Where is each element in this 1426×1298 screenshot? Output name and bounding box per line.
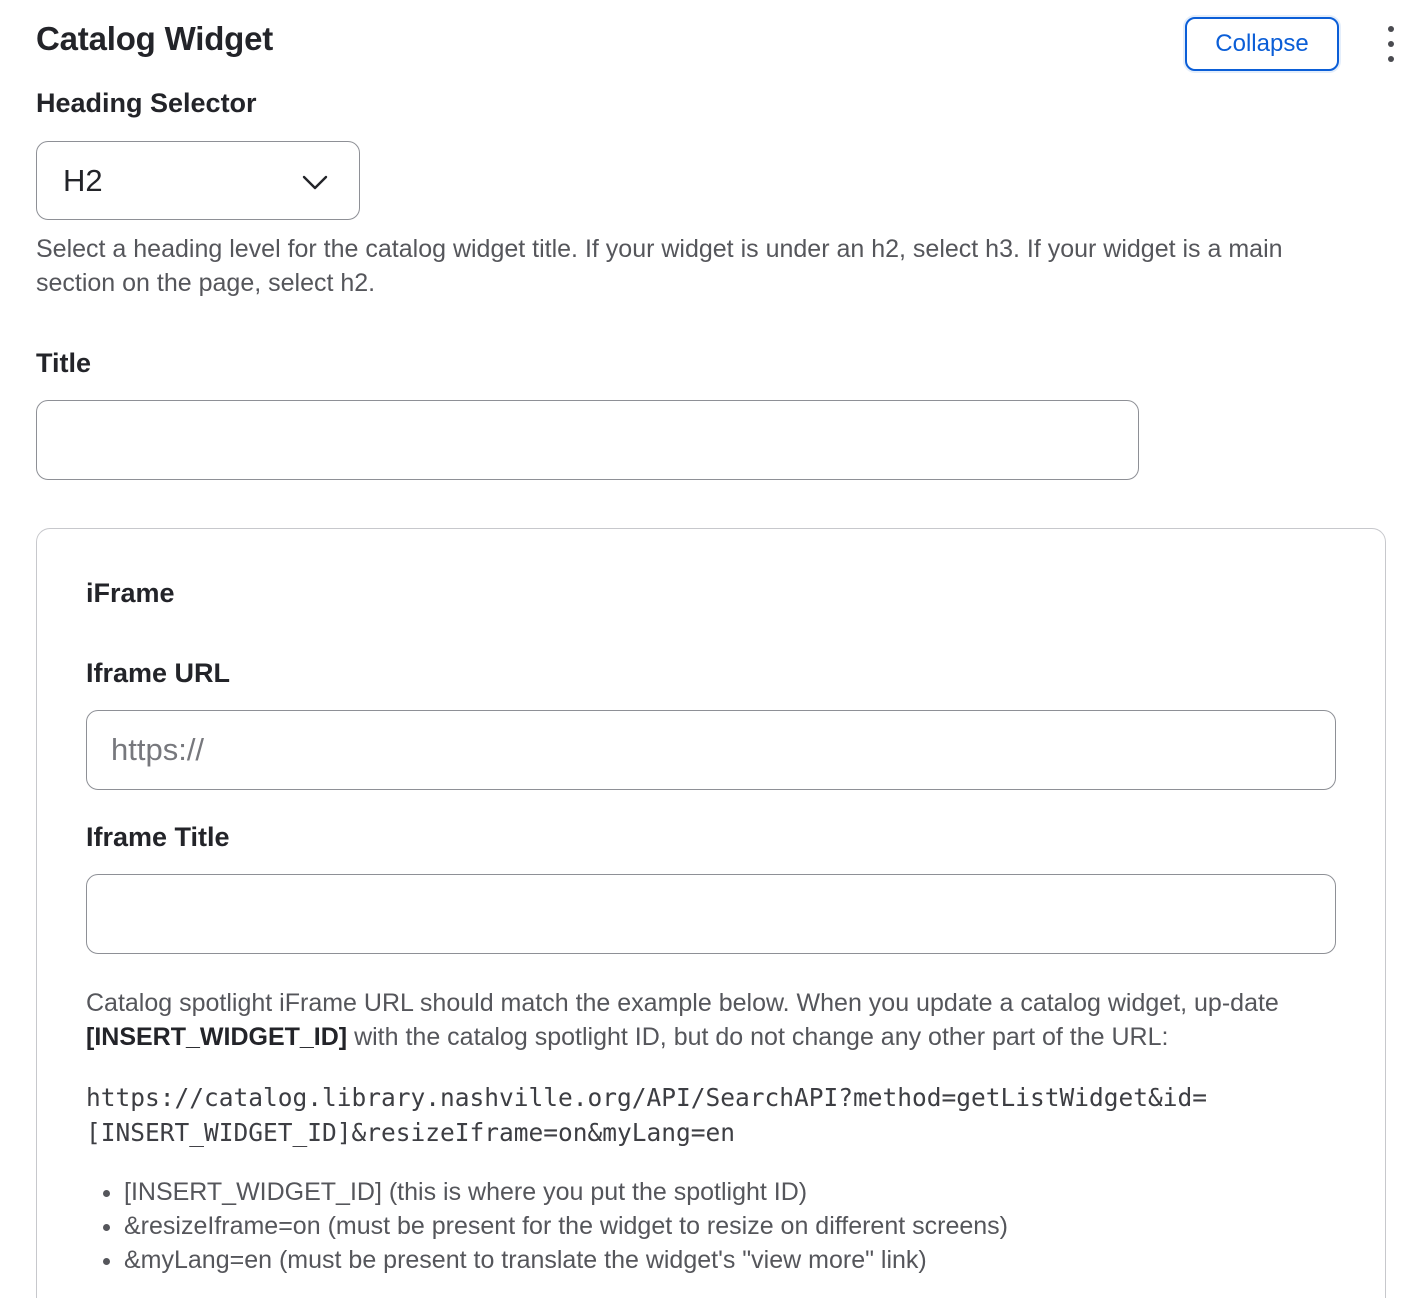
heading-selector-value: H2 [63,162,103,198]
collapse-button[interactable]: Collapse [1185,17,1339,71]
iframe-legend: iFrame [86,578,175,608]
example-url-code [86,1080,1336,1150]
iframe-url-input[interactable] [86,710,1336,790]
iframe-description [86,986,1326,1054]
iframe-title-label: Iframe Title [86,822,230,852]
iframe-url-label: Iframe URL [86,658,231,688]
desc-text-1: Catalog spotlight iFrame URL should match the example below. When you update a catalog widget, up-date [86,989,1279,1017]
title-label: Title [36,348,92,378]
list-item: • &myLang=en (must be present to translate the widget's "view more" link) [124,1243,1008,1277]
url-parts-list [86,1175,1008,1277]
desc-text-2: with the catalog spotlight ID, but do not change any other part of the URL: [347,1023,1169,1051]
list-item: • [INSERT_WIDGET_ID] (this is where you put the spotlight ID) [124,1175,1008,1209]
heading-selector-label: Heading Selector [36,88,257,118]
iframe-title-input[interactable] [86,874,1336,954]
list-item: • &resizeIframe=on (must be present for the widget to resize on different screens) [124,1209,1008,1243]
heading-selector-dropdown[interactable] [36,141,360,220]
widget-title: Catalog Widget [36,20,274,57]
code-line-2: [INSERT_WIDGET_ID]&resizeIframe=on&myLang=en [86,1118,736,1147]
desc-widget-id: [INSERT_WIDGET_ID] [86,1023,348,1051]
heading-selector-help: Select a heading level for the catalog widget title. If your widget is under an h2, select h3. If your widget is a main section on the page, select h2. [36,235,1283,297]
chevron-down-icon [301,168,329,196]
code-line-1: https://catalog.library.nashville.org/API/SearchAPI?method=getListWidget&id= [86,1083,1208,1112]
more-vertical-icon[interactable] [1380,26,1402,62]
title-input[interactable] [36,400,1139,480]
